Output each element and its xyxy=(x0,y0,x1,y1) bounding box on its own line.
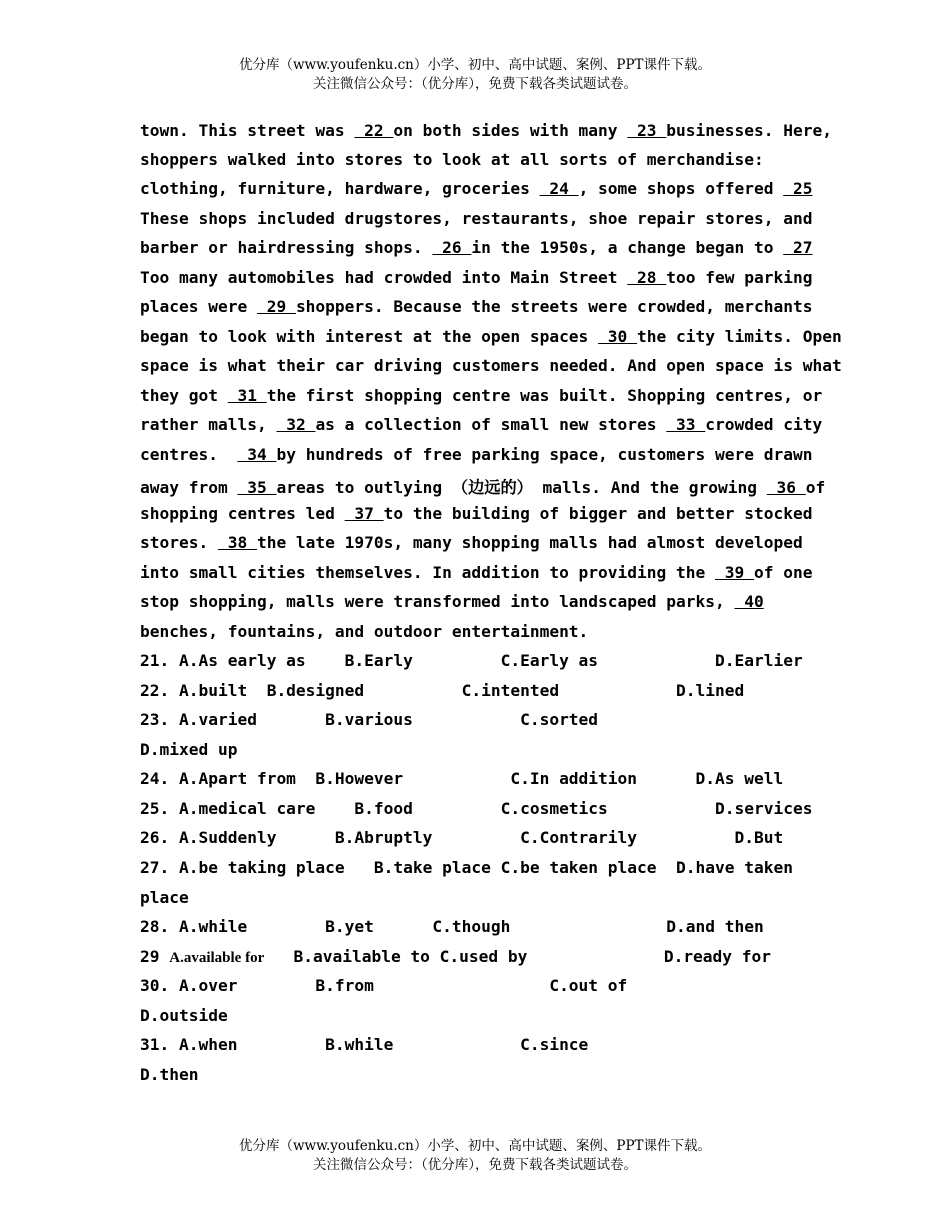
page-footer xyxy=(0,1137,950,1175)
blank-number: 34 xyxy=(237,445,277,464)
text-line xyxy=(140,681,744,700)
text-line xyxy=(140,976,627,995)
text-segment: barber or hairdressing shops. xyxy=(140,238,433,257)
text-line xyxy=(140,622,588,641)
blank-number: 35 xyxy=(237,478,277,497)
text-line xyxy=(140,415,822,434)
text-line xyxy=(140,651,803,670)
text-line xyxy=(140,592,764,611)
text-segment: 28. A.while B.yet C.though D.and then xyxy=(140,917,764,936)
text-segment: 26. A.Suddenly B.Abruptly C.Contrarily D.But xyxy=(140,828,784,847)
text-line xyxy=(140,947,771,967)
text-segment: , some shops offered xyxy=(578,179,784,198)
blank-number: 36 xyxy=(766,478,806,497)
text-segment: shoppers walked into stores to look at all sorts of merchandise: xyxy=(140,150,764,169)
text-segment: 23. A.varied B.various C.sorted xyxy=(140,710,599,729)
text-line xyxy=(140,356,842,375)
blank-number: 27 xyxy=(783,238,813,257)
text-segment: place xyxy=(140,888,189,907)
text-segment: A.available for xyxy=(169,950,265,966)
text-segment: they got xyxy=(140,386,228,405)
text-segment: the city limits. Open xyxy=(637,327,842,346)
text-segment: places were xyxy=(140,297,257,316)
text-segment: in the 1950s, a change began to xyxy=(471,238,784,257)
text-segment: shopping centres led xyxy=(140,504,345,523)
text-segment: D.mixed up xyxy=(140,740,238,759)
footer-line-1: 优分库（www.youfenku.cn）小学、初中、高中试题、案例、PPT课件下载。 xyxy=(238,1138,712,1154)
text-segment: 22. A.built B.designed C.intented D.lined xyxy=(140,681,745,700)
text-segment: centres. xyxy=(140,445,238,464)
text-segment: rather malls, xyxy=(140,415,277,434)
text-line xyxy=(140,121,832,140)
blank-number: 31 xyxy=(227,386,267,405)
text-line xyxy=(140,710,598,729)
text-segment: areas to outlying （边远的） malls. And the growing xyxy=(276,478,767,497)
text-line xyxy=(140,740,237,759)
text-line xyxy=(140,179,812,198)
text-segment: 21. A.As early as B.Early C.Early as D.Earlier xyxy=(140,651,803,670)
text-line xyxy=(140,327,842,346)
text-segment: stop shopping, malls were transformed into landscaped parks, xyxy=(140,592,735,611)
blank-number: 29 xyxy=(256,297,296,316)
text-segment: 29 xyxy=(140,947,170,966)
text-segment: These shops included drugstores, restaurants, shoe repair stores, and xyxy=(140,209,813,228)
text-segment: 24. A.Apart from B.However C.In addition D.As well xyxy=(140,769,784,788)
text-line xyxy=(140,1065,198,1084)
text-segment: crowded city xyxy=(705,415,823,434)
text-segment: town. This street was xyxy=(140,121,355,140)
text-line xyxy=(140,474,825,498)
text-line xyxy=(140,445,812,464)
text-segment: into small cities themselves. In addition to providing the xyxy=(140,563,715,582)
blank-number: 30 xyxy=(598,327,638,346)
text-segment: D.then xyxy=(140,1065,199,1084)
text-segment: 30. A.over B.from C.out of xyxy=(140,976,628,995)
text-segment: stores. xyxy=(140,533,218,552)
text-line xyxy=(140,1035,588,1054)
text-segment: Too many automobiles had crowded into Main Street xyxy=(140,268,628,287)
blank-number: 24 xyxy=(539,179,579,198)
text-segment: to the building of bigger and better stocked xyxy=(383,504,813,523)
text-line xyxy=(140,888,189,907)
text-line xyxy=(140,386,822,405)
text-line xyxy=(140,504,812,523)
blank-number: 32 xyxy=(276,415,316,434)
text-segment: too few parking xyxy=(666,268,813,287)
header-line-2: 关注微信公众号：（优分库），免费下载各类试题试卷。 xyxy=(313,76,637,92)
blank-number: 37 xyxy=(344,504,384,523)
text-line xyxy=(140,209,812,228)
blank-number: 23 xyxy=(627,121,667,140)
footer-line-2: 关注微信公众号：（优分库），免费下载各类试题试卷。 xyxy=(313,1157,637,1173)
text-segment: on both sides with many xyxy=(393,121,628,140)
header-line-1: 优分库（www.youfenku.cn）小学、初中、高中试题、案例、PPT课件下载。 xyxy=(238,57,712,73)
blank-number: 33 xyxy=(666,415,706,434)
text-segment: B.available to C.used by D.ready for xyxy=(264,947,772,966)
text-line xyxy=(140,769,783,788)
text-segment: of one xyxy=(753,563,813,582)
blank-number: 26 xyxy=(432,238,472,257)
text-segment: away from xyxy=(140,478,238,497)
blank-number: 39 xyxy=(715,563,754,582)
text-line xyxy=(140,858,793,877)
text-segment: the first shopping centre was built. Shopping centres, or xyxy=(266,386,823,405)
text-segment: the late 1970s, many shopping malls had almost developed xyxy=(256,533,803,552)
text-segment: businesses. Here, xyxy=(666,121,832,140)
text-segment: space is what their car driving customers needed. And open space is what xyxy=(140,356,842,375)
text-segment: 31. A.when B.while C.since xyxy=(140,1035,589,1054)
text-line xyxy=(140,828,783,847)
text-line xyxy=(140,917,764,936)
text-line xyxy=(140,563,812,582)
text-segment: shoppers. Because the streets were crowded, merchants xyxy=(295,297,813,316)
text-segment: 25. A.medical care B.food C.cosmetics D.services xyxy=(140,799,813,818)
text-line xyxy=(140,150,764,169)
text-segment: clothing, furniture, hardware, groceries xyxy=(140,179,540,198)
text-line xyxy=(140,268,812,287)
blank-number: 22 xyxy=(354,121,394,140)
text-line xyxy=(140,799,812,818)
text-line xyxy=(140,297,812,316)
blank-number: 38 xyxy=(217,533,257,552)
blank-number: 25 xyxy=(783,179,813,198)
blank-number: 28 xyxy=(627,268,667,287)
text-line xyxy=(140,1006,228,1025)
text-segment: by hundreds of free parking space, customers were drawn xyxy=(276,445,813,464)
text-segment: benches, fountains, and outdoor entertainment. xyxy=(140,622,589,641)
text-segment: of xyxy=(805,478,826,497)
page-header xyxy=(0,56,950,94)
text-line xyxy=(140,533,803,552)
text-segment: D.outside xyxy=(140,1006,228,1025)
text-segment: 27. A.be taking place B.take place C.be taken place D.have taken xyxy=(140,858,793,877)
text-line xyxy=(140,238,812,257)
text-segment: began to look with interest at the open spaces xyxy=(140,327,599,346)
blank-number: 40 xyxy=(734,592,764,611)
text-segment: as a collection of small new stores xyxy=(315,415,667,434)
